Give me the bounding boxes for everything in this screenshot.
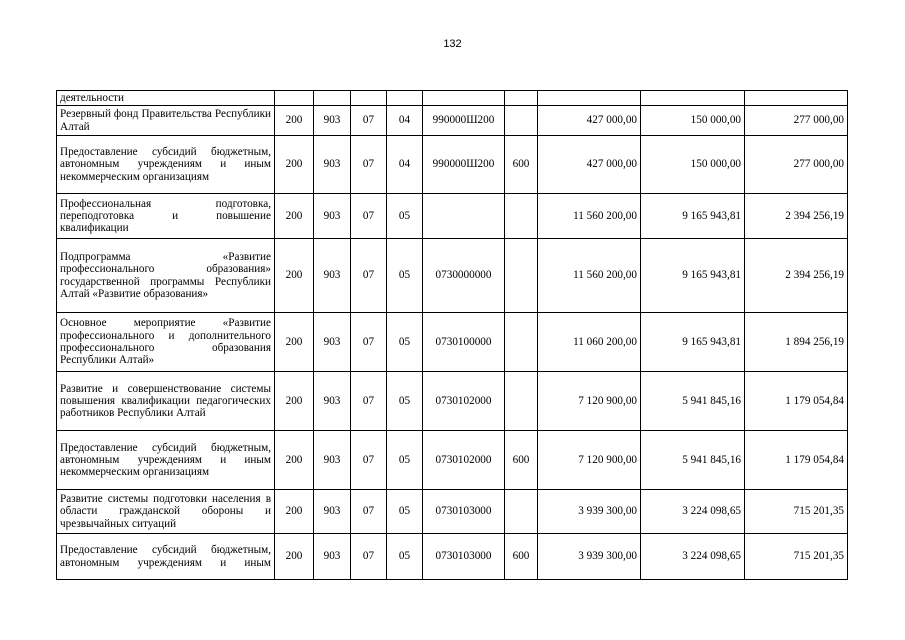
- expense-type-code: 600: [505, 431, 538, 490]
- expense-type-code: [505, 239, 538, 313]
- expense-type-code: [505, 490, 538, 534]
- target-article-code: 0730102000: [423, 372, 505, 431]
- ved-code: 903: [314, 372, 351, 431]
- ved-code: 903: [314, 136, 351, 194]
- row-name: Предоставление субсидий бюджетным, автономным учреждениям и иным: [57, 534, 275, 580]
- section-code: [351, 91, 387, 106]
- grbs-code: 200: [275, 194, 314, 239]
- section-code: 07: [351, 534, 387, 580]
- section-code: 07: [351, 194, 387, 239]
- sum-remaining: 1 894 256,19: [745, 313, 848, 372]
- sum-executed: 150 000,00: [641, 106, 745, 136]
- sum-planned: 11 060 200,00: [538, 313, 641, 372]
- expense-type-code: 600: [505, 534, 538, 580]
- sum-planned: 427 000,00: [538, 136, 641, 194]
- target-article-code: [423, 194, 505, 239]
- page-number: 132: [443, 38, 462, 50]
- table-row: [57, 194, 848, 239]
- target-article-code: 0730103000: [423, 534, 505, 580]
- target-article-code: 0730103000: [423, 490, 505, 534]
- sum-remaining: 2 394 256,19: [745, 194, 848, 239]
- section-code: 07: [351, 313, 387, 372]
- section-code: 07: [351, 490, 387, 534]
- sum-planned: 3 939 300,00: [538, 490, 641, 534]
- table-body: [57, 91, 848, 580]
- target-article-code: 0730102000: [423, 431, 505, 490]
- expense-type-code: [505, 313, 538, 372]
- sum-executed: 5 941 845,16: [641, 372, 745, 431]
- sum-remaining: [745, 91, 848, 106]
- ved-code: [314, 91, 351, 106]
- subsection-code: 05: [387, 239, 423, 313]
- sum-executed: 3 224 098,65: [641, 534, 745, 580]
- sum-executed: 3 224 098,65: [641, 490, 745, 534]
- row-name: Развитие системы подготовки населения в области гражданской обороны и чрезвычайных ситуаций: [57, 490, 275, 534]
- row-name: Основное мероприятие «Развитие профессионального и дополнительного профессионального образования Республики Алтай»: [57, 313, 275, 372]
- sum-executed: 9 165 943,81: [641, 239, 745, 313]
- row-name: Профессиональная подготовка, переподготовка и повышение квалификации: [57, 194, 275, 239]
- grbs-code: 200: [275, 136, 314, 194]
- sum-planned: [538, 91, 641, 106]
- grbs-code: 200: [275, 372, 314, 431]
- table-row: [57, 431, 848, 490]
- sum-planned: 11 560 200,00: [538, 194, 641, 239]
- ved-code: 903: [314, 490, 351, 534]
- target-article-code: 990000Ш200: [423, 136, 505, 194]
- grbs-code: [275, 91, 314, 106]
- subsection-code: 05: [387, 372, 423, 431]
- ved-code: 903: [314, 194, 351, 239]
- subsection-code: 05: [387, 534, 423, 580]
- sum-remaining: 2 394 256,19: [745, 239, 848, 313]
- row-name: Предоставление субсидий бюджетным, автономным учреждениям и иным некоммерческим организациям: [57, 431, 275, 490]
- sum-remaining: 277 000,00: [745, 136, 848, 194]
- section-code: 07: [351, 106, 387, 136]
- sum-remaining: 1 179 054,84: [745, 431, 848, 490]
- grbs-code: 200: [275, 106, 314, 136]
- table-row: [57, 239, 848, 313]
- sum-planned: 3 939 300,00: [538, 534, 641, 580]
- sum-executed: 150 000,00: [641, 136, 745, 194]
- expense-type-code: 600: [505, 136, 538, 194]
- target-article-code: 0730000000: [423, 239, 505, 313]
- grbs-code: 200: [275, 239, 314, 313]
- subsection-code: 05: [387, 313, 423, 372]
- sum-planned: 7 120 900,00: [538, 372, 641, 431]
- sum-planned: 427 000,00: [538, 106, 641, 136]
- table-row: [57, 372, 848, 431]
- subsection-code: 04: [387, 136, 423, 194]
- sum-executed: 9 165 943,81: [641, 194, 745, 239]
- section-code: 07: [351, 239, 387, 313]
- table-row: [57, 534, 848, 580]
- target-article-code: 990000Ш200: [423, 106, 505, 136]
- ved-code: 903: [314, 239, 351, 313]
- sum-executed: 5 941 845,16: [641, 431, 745, 490]
- sum-executed: [641, 91, 745, 106]
- ved-code: 903: [314, 106, 351, 136]
- table-row: [57, 91, 848, 106]
- table-row: [57, 106, 848, 136]
- section-code: 07: [351, 431, 387, 490]
- expense-type-code: [505, 194, 538, 239]
- sum-remaining: 1 179 054,84: [745, 372, 848, 431]
- subsection-code: 04: [387, 106, 423, 136]
- sum-executed: 9 165 943,81: [641, 313, 745, 372]
- section-code: 07: [351, 372, 387, 431]
- section-code: 07: [351, 136, 387, 194]
- grbs-code: 200: [275, 431, 314, 490]
- row-name: Подпрограмма «Развитие профессионального образования» государственной программы Республики Алтай «Развитие образования»: [57, 239, 275, 313]
- sum-remaining: 715 201,35: [745, 490, 848, 534]
- expense-type-code: [505, 106, 538, 136]
- subsection-code: 05: [387, 490, 423, 534]
- sum-planned: 11 560 200,00: [538, 239, 641, 313]
- grbs-code: 200: [275, 534, 314, 580]
- table-row: [57, 490, 848, 534]
- sum-remaining: 277 000,00: [745, 106, 848, 136]
- row-name: Развитие и совершенствование системы повышения квалификации педагогических работников Республики Алтай: [57, 372, 275, 431]
- target-article-code: [423, 91, 505, 106]
- row-name: Предоставление субсидий бюджетным, автономным учреждениям и иным некоммерческим организациям: [57, 136, 275, 194]
- grbs-code: 200: [275, 490, 314, 534]
- ved-code: 903: [314, 431, 351, 490]
- row-name: Резервный фонд Правительства Республики Алтай: [57, 106, 275, 136]
- expense-type-code: [505, 372, 538, 431]
- sum-remaining: 715 201,35: [745, 534, 848, 580]
- table-row: [57, 313, 848, 372]
- ved-code: 903: [314, 313, 351, 372]
- table-row: [57, 136, 848, 194]
- budget-table: [56, 90, 848, 580]
- subsection-code: 05: [387, 431, 423, 490]
- grbs-code: 200: [275, 313, 314, 372]
- ved-code: 903: [314, 534, 351, 580]
- target-article-code: 0730100000: [423, 313, 505, 372]
- row-name: деятельности: [57, 91, 275, 106]
- sum-planned: 7 120 900,00: [538, 431, 641, 490]
- subsection-code: 05: [387, 194, 423, 239]
- expense-type-code: [505, 91, 538, 106]
- subsection-code: [387, 91, 423, 106]
